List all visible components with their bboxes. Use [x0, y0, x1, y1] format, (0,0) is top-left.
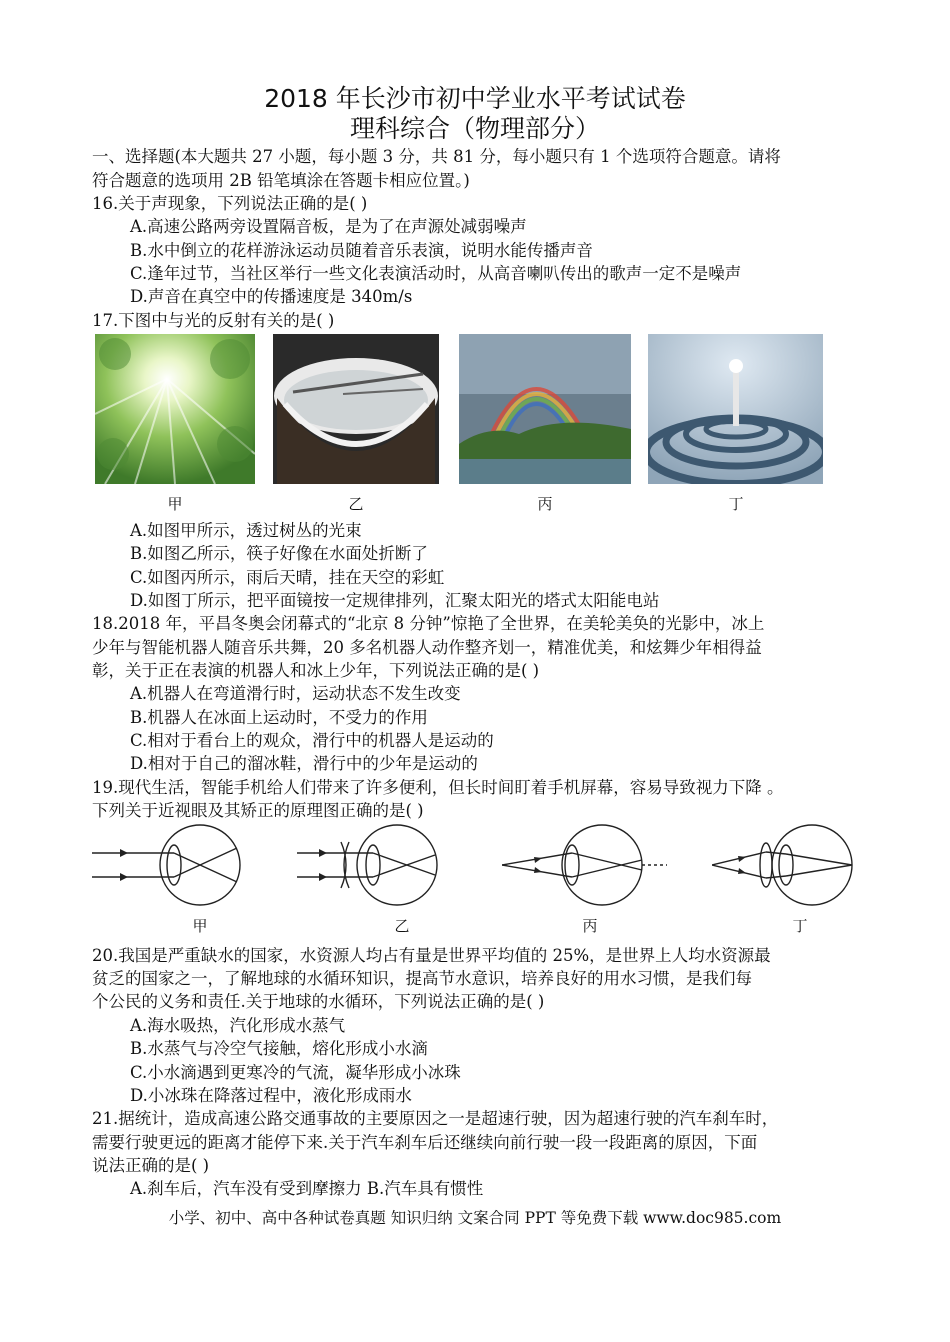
q19-caption-ding: 丁	[792, 917, 808, 935]
q20-option-b: B.水蒸气与冷空气接触，熔化形成小水滴	[130, 1039, 428, 1058]
eye-diagram-yi	[297, 820, 457, 914]
page-footer: 小学、初中、高中各种试卷真题 知识归纳 文案合同 PPT 等免费下载 www.doc985.com	[168, 1209, 782, 1227]
q18-option-a: A.机器人在弯道滑行时，运动状态不发生改变	[130, 684, 461, 703]
q18-stem-line-3: 彰，关于正在表演的机器人和冰上少年，下列说法正确的是( )	[92, 661, 540, 680]
q21-stem-line-2: 需要行驶更远的距离才能停下来.关于汽车刹车后还继续向前行驶一段一段距离的原因，下面	[92, 1133, 758, 1152]
q19-caption-jia: 甲	[192, 917, 208, 935]
instructions-line-2: 符合题意的选项用 2B 铅笔填涂在答题卡相应位置。)	[92, 171, 470, 190]
q18-option-c: C.相对于看台上的观众，滑行中的机器人是运动的	[130, 731, 494, 750]
figure-rainbow	[459, 334, 631, 484]
q21-stem-line-3: 说法正确的是( )	[92, 1156, 210, 1175]
q17-caption-ding: 丁	[728, 495, 744, 513]
q17-option-b: B.如图乙所示，筷子好像在水面处折断了	[130, 544, 428, 563]
q17-option-d: D.如图丁所示，把平面镜按一定规律排列，汇聚太阳光的塔式太阳能电站	[130, 591, 660, 610]
page-subtitle: 理科综合（物理部分）	[349, 114, 600, 143]
figure-chopsticks-bowl	[273, 334, 439, 484]
page-title: 2018 年长沙市初中学业水平考试试卷	[264, 84, 686, 113]
q16-stem: 16.关于声现象，下列说法正确的是( )	[92, 194, 368, 213]
q18-option-b: B.机器人在冰面上运动时，不受力的作用	[130, 708, 428, 727]
instructions-line-1: 一、选择题(本大题共 27 小题，每小题 3 分，共 81 分，每小题只有 1 个选项符合题意。请将	[92, 147, 781, 166]
q17-figure-row	[95, 334, 835, 516]
q19-caption-bing: 丙	[582, 917, 598, 935]
q19-eye-diagrams	[92, 820, 872, 938]
q19-stem-line-2: 下列关于近视眼及其矫正的原理图正确的是( )	[92, 801, 424, 820]
eye-diagram-bing	[502, 820, 672, 914]
q17-stem: 17.下图中与光的反射有关的是( )	[92, 311, 335, 330]
q18-option-d: D.相对于自己的溜冰鞋，滑行中的少年是运动的	[130, 754, 478, 773]
q17-option-c: C.如图丙所示，雨后天晴，挂在天空的彩虹	[130, 568, 445, 587]
q17-caption-jia: 甲	[167, 495, 183, 513]
q19-caption-yi: 乙	[394, 917, 410, 935]
eye-diagram-ding	[712, 820, 872, 914]
q20-stem-line-1: 20.我国是严重缺水的国家，水资源人均占有量是世界平均值的 25%，是世界上人均水资源最	[92, 946, 771, 965]
q16-option-c: C.逢年过节，当社区举行一些文化表演活动时，从高音喇叭传出的歌声一定不是噪声	[130, 264, 742, 283]
q20-stem-line-3: 个公民的义务和责任.关于地球的水循环，下列说法正确的是( )	[92, 992, 545, 1011]
q18-stem-line-2: 少年与智能机器人随音乐共舞，20 多名机器人动作整齐划一，精准优美，和炫舞少年相得益	[92, 638, 762, 657]
q19-stem-line-1: 19.现代生活，智能手机给人们带来了许多便利，但长时间盯着手机屏幕，容易导致视力下降 。	[92, 778, 784, 797]
q17-caption-yi: 乙	[348, 495, 364, 513]
q20-option-c: C.小水滴遇到更寒冷的气流，凝华形成小冰珠	[130, 1063, 461, 1082]
figure-solar-tower	[648, 334, 823, 484]
q17-caption-bing: 丙	[537, 495, 553, 513]
figure-forest-light-beams	[95, 334, 255, 484]
q17-option-a: A.如图甲所示，透过树丛的光束	[130, 521, 362, 540]
q20-option-d: D.小冰珠在降落过程中，液化形成雨水	[130, 1086, 412, 1105]
q21-stem-line-1: 21.据统计，造成高速公路交通事故的主要原因之一是超速行驶，因为超速行驶的汽车刹车时，	[92, 1109, 779, 1128]
q16-option-d: D.声音在真空中的传播速度是 340m/s	[130, 287, 413, 306]
eye-diagram-jia	[92, 820, 252, 914]
q20-stem-line-2: 贫乏的国家之一，了解地球的水循环知识，提高节水意识，培养良好的用水习惯，是我们每	[92, 969, 752, 988]
q20-option-a: A.海水吸热，汽化形成水蒸气	[130, 1016, 346, 1035]
q16-option-a: A.高速公路两旁设置隔音板，是为了在声源处减弱噪声	[130, 217, 527, 236]
q16-option-b: B.水中倒立的花样游泳运动员随着音乐表演，说明水能传播声音	[130, 241, 593, 260]
q18-stem-line-1: 18.2018 年，平昌冬奥会闭幕式的“北京 8 分钟”惊艳了全世界，在美轮美奂的光影中，冰上	[92, 614, 765, 633]
q21-options-a-b: A.刹车后，汽车没有受到摩擦力 B.汽车具有惯性	[130, 1179, 484, 1198]
